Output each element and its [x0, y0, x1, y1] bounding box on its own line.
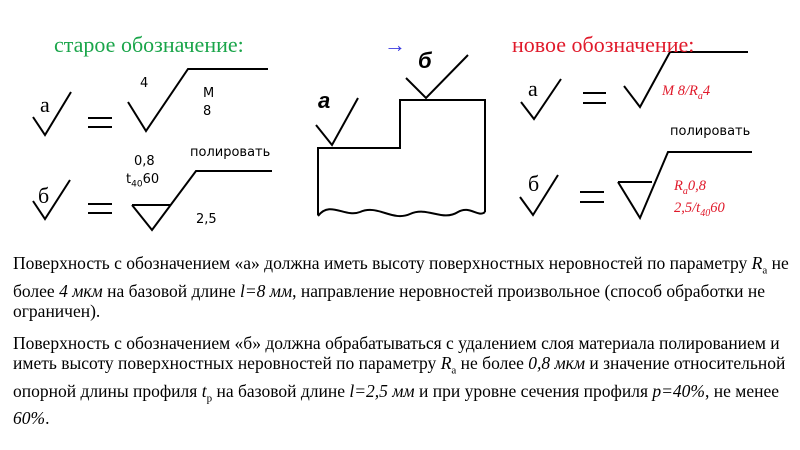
new-b-letter: б — [528, 171, 540, 196]
old-a-roughness-symbol-icon — [128, 69, 268, 131]
old-notation-heading: старое обозначение: — [54, 32, 244, 57]
old-a-value-top: 4 — [140, 76, 149, 91]
new-b-line-1: $R_a0,8$ — [674, 178, 706, 197]
paragraph-a: Поверхность с обозначением «а» должна иметь высоту поверхностных неровностей по параметру $R_a$ не более 4 мкм на базовой длине l=8 мм, направление неровностей произвольное (способ обработки не ограничен). — [13, 253, 789, 321]
old-a-spec-2: 8 — [203, 104, 212, 119]
new-a-method: полировать — [670, 124, 751, 139]
part-break-line — [318, 209, 485, 216]
old-b-method: полировать — [190, 145, 271, 160]
new-a-check-icon — [521, 79, 561, 119]
old-a-spec-1: М — [203, 86, 215, 101]
old-b-val2: $t_{40}60$ — [126, 172, 160, 190]
arrow-right-icon: → — [384, 32, 406, 57]
figure-symbol-b-icon — [406, 55, 468, 98]
new-b-line-2: $2,5/t_{40}60$ — [674, 200, 725, 219]
new-a-spec: М $8/R_a4$ — [662, 83, 711, 102]
figure-label-a: а — [318, 88, 331, 113]
old-b-val1: 0,8 — [134, 154, 155, 169]
paragraph-b: Поверхность с обозначением «б» должна обрабатываться с удалением слоя материала полированием и иметь высоту поверхностных неровностей по параметру $R_a$ не более 0,8 мкм и значение относительной опорной длины профиля $t_p$ на базовой длине l=2,5 мм и при уровне сечения профиля р=40%, не менее 60%. — [13, 333, 786, 428]
old-a-letter: а — [40, 92, 50, 117]
old-b-letter: б — [38, 183, 50, 208]
figure-label-b: б — [418, 48, 432, 73]
new-notation-heading: новое обозначение: — [512, 32, 695, 57]
new-a-letter: а — [528, 76, 538, 101]
part-profile — [318, 100, 485, 215]
old-a-check-icon — [33, 92, 71, 135]
old-b-base: 2,5 — [196, 212, 217, 227]
